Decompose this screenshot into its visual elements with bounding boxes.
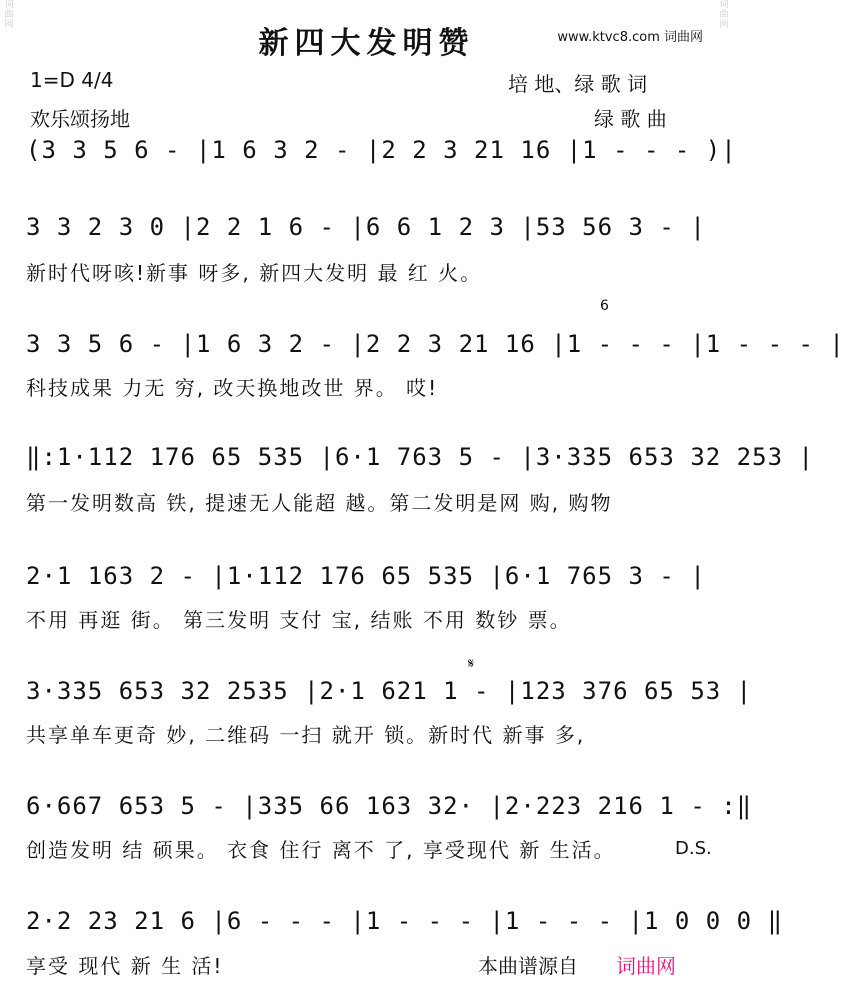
side-watermark-right: 词曲网	[719, 0, 729, 30]
side-watermark-left: 词曲网	[4, 0, 14, 30]
notation-line: 6·667 653 5 - |335 66 163 32· |2·223 216 1 - :‖	[26, 792, 753, 820]
lyric-line: 不用 再逛 街。 第三发明 支付 宝, 结账 不用 数钞 票。	[26, 608, 572, 632]
song-title: 新四大发明赞	[258, 26, 475, 61]
ds-marking: D.S.	[675, 838, 712, 859]
site-url[interactable]: www.ktvc8.com 词曲网	[557, 30, 703, 45]
lyric-line: 创造发明 结 硕果。 衣食 住行 离不 了, 享受现代 新 生活。	[26, 838, 616, 862]
notation-line: 2·1 163 2 - |1·112 176 65 535 |6·1 765 3 - |	[26, 562, 706, 590]
notation-line: 3 3 5 6 - |1 6 3 2 - |2 2 3 21 16 |1 - - - |1 - - - |	[26, 330, 845, 358]
notation-line: 3·335 653 32 2535 |2·1 621 1 - |123 376 65 53 |	[26, 677, 753, 705]
source-brand-link[interactable]: 词曲网	[616, 954, 676, 978]
source-label: 本曲谱源自	[478, 954, 578, 978]
key-signature: 1=D 4/4	[30, 68, 114, 92]
notation-line: 3 3 2 3 0 |2 2 1 6 - |6 6 1 2 3 |53 56 3 - |	[26, 213, 706, 241]
grace-note: 6	[600, 298, 609, 314]
notation-line: 2·2 23 21 6 |6 - - - |1 - - - |1 - - - |1 0 0 0 ‖	[26, 907, 784, 935]
composer-credit: 绿 歌 曲	[594, 107, 667, 131]
notation-line: ‖:1·112 176 65 535 |6·1 763 5 - |3·335 653 32 253 |	[26, 443, 814, 471]
lyric-line: 享受 现代 新 生 活!	[26, 954, 224, 978]
notation-line: (3 3 5 6 - |1 6 3 2 - |2 2 3 21 16 |1 - - - )|	[26, 136, 737, 164]
lyric-line: 新时代呀咳!新事 呀多, 新四大发明 最 红 火。	[26, 261, 483, 285]
lyric-line: 共享单车更奇 妙, 二维码 一扫 就开 锁。新时代 新事 多,	[26, 723, 586, 747]
style-marking: 欢乐颂扬地	[30, 107, 130, 131]
segno-sign: 𝄋	[468, 656, 475, 672]
lyric-line: 科技成果 力无 穷, 改天换地改世 界。 哎!	[26, 376, 439, 400]
lyric-line: 第一发明数高 铁, 提速无人能超 越。第二发明是网 购, 购物	[26, 491, 613, 515]
lyricist-credit: 培 地、绿 歌 词	[508, 72, 648, 96]
